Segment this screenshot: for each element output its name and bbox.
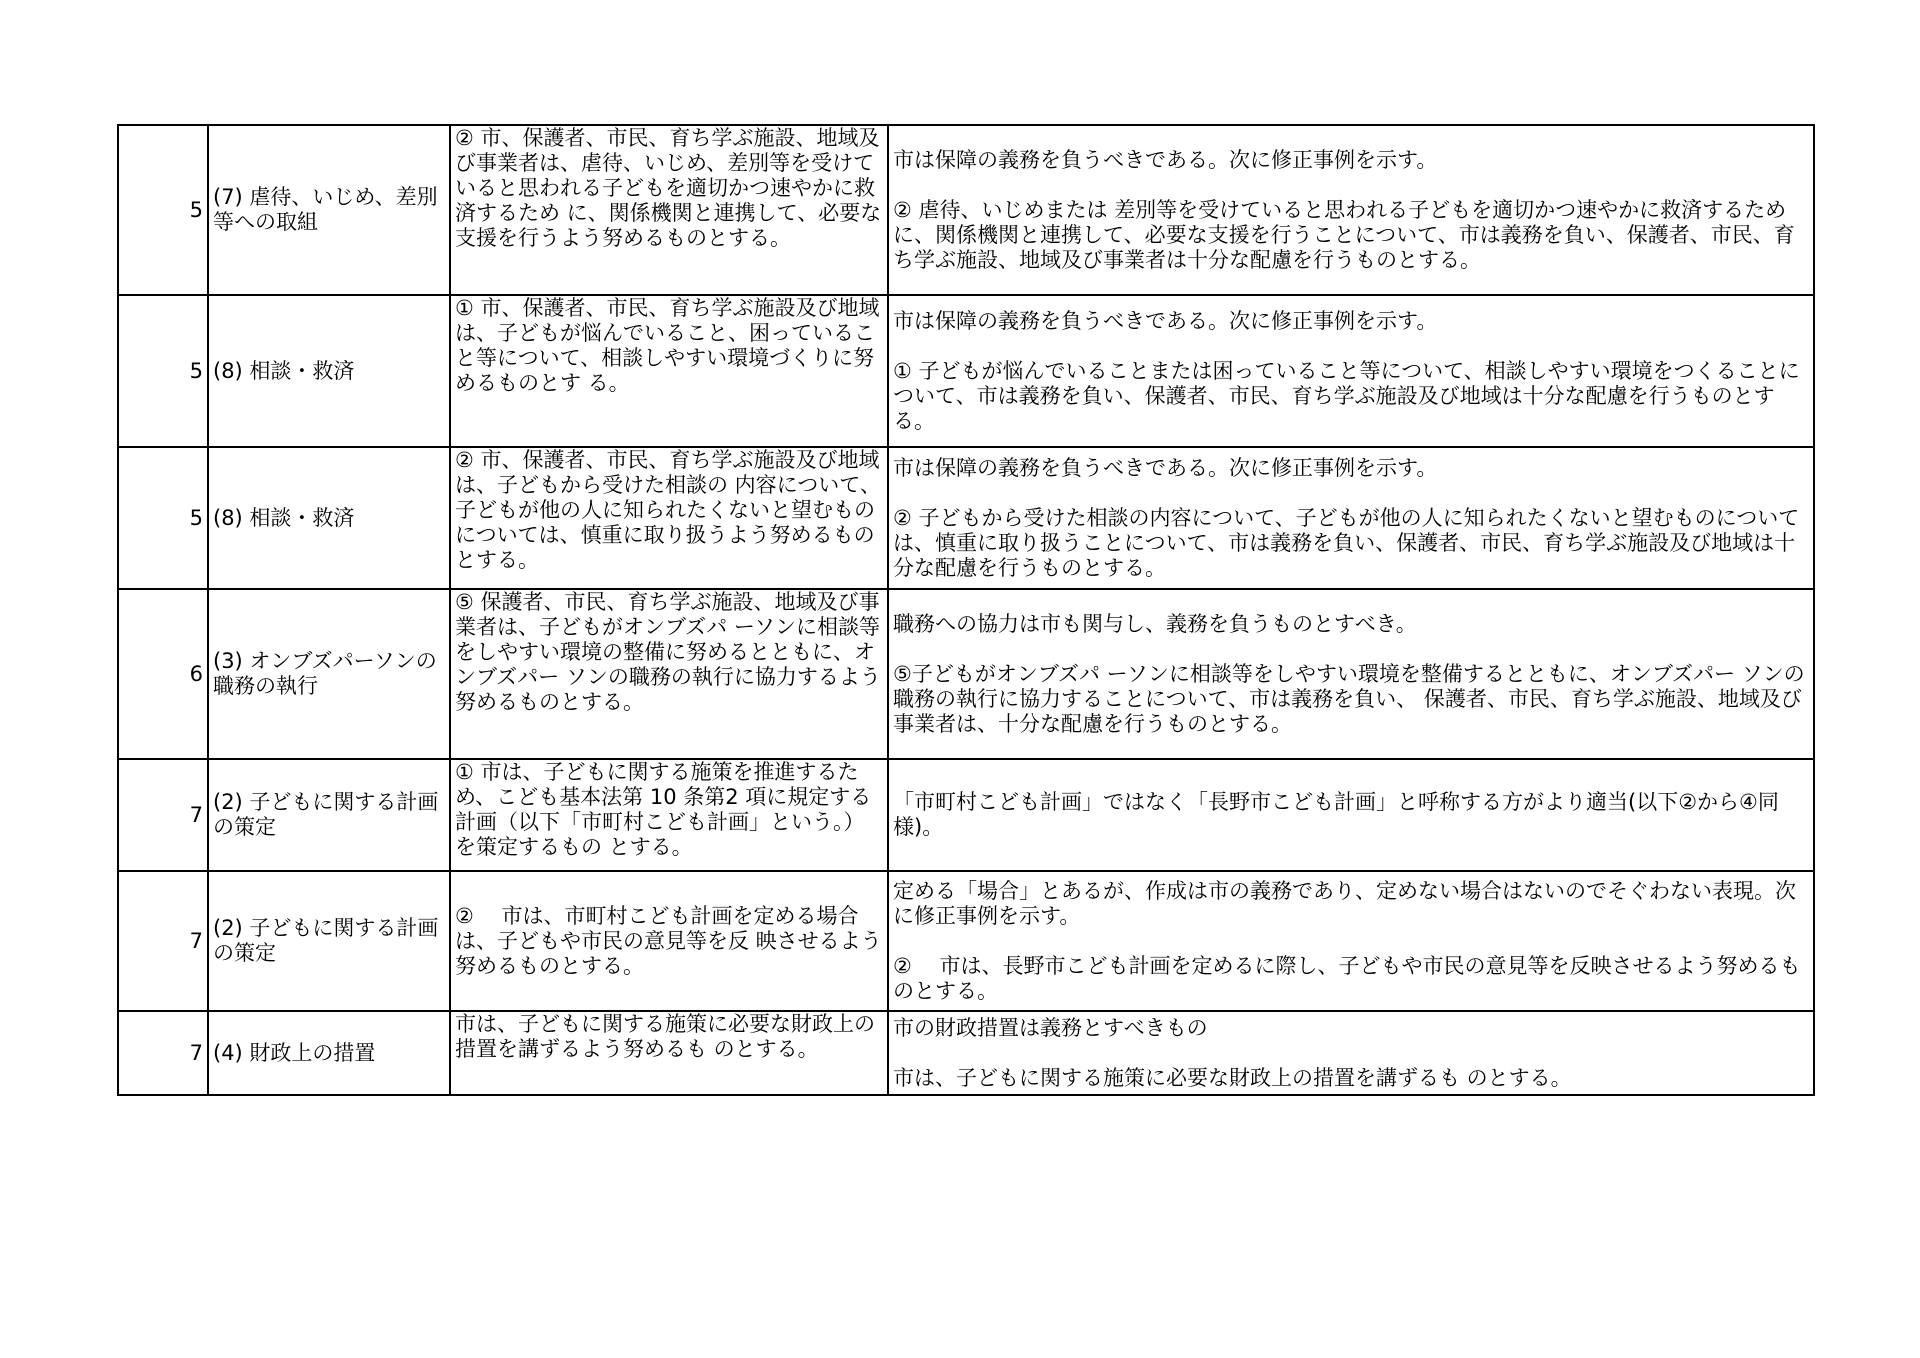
comment-lead: 市は保障の義務を負うべきである。次に修正事例を示す。 bbox=[893, 455, 1438, 480]
comment-revision: ② 虐待、いじめまたは 差別等を受けていると思われる子どもを適切かつ速やかに救済するために、関係機関と連携して、必要な支援を行うことについて、市は義務を負い、保護者、市民、育ち学ぶ施設、地域及び事業者は十分な配慮を行うものとする。 bbox=[893, 197, 1795, 272]
ordinance-text-cell: ⑤ 保護者、市民、育ち学ぶ施設、地域及び事業者は、子どもがオンブズパ ーソンに相談等をしやすい環境の整備に努めるとともに、オンブズパー ソンの職務の執行に協力するよう努めるものとする。 bbox=[450, 589, 888, 759]
comment-cell bbox=[888, 759, 1814, 871]
ordinance-text-cell: 市は、子どもに関する施策に必要な財政上の措置を講ずるよう努めるも のとする。 bbox=[450, 1011, 888, 1095]
paragraph-gap bbox=[893, 1041, 1809, 1066]
table-row bbox=[118, 871, 1814, 1011]
section-cell: (2) 子どもに関する計画の策定 bbox=[208, 871, 450, 1011]
section-cell: (3) オンブズパーソンの職務の執行 bbox=[208, 589, 450, 759]
paragraph-gap bbox=[893, 929, 1809, 954]
table-row bbox=[118, 759, 1814, 871]
section-cell: (8) 相談・救済 bbox=[208, 295, 450, 447]
comment-cell bbox=[888, 589, 1814, 759]
paragraph-gap bbox=[893, 637, 1809, 662]
comment-revision: ② 子どもから受けた相談の内容について、子どもが他の人に知られたくないと望むものについては、慎重に取り扱うことについて、市は義務を負い、保護者、市民、育ち学ぶ施設及び地域は十分な配慮を行うものとする。 bbox=[893, 505, 1800, 580]
table-row bbox=[118, 447, 1814, 589]
ordinance-text-cell: ① 市は、子どもに関する施策を推進するため、こども基本法第 10 条第2 項に規定する計画（以下「市町村こども計画」という。）を策定するもの とする。 bbox=[450, 759, 888, 871]
comment-lead: 定める「場合」とあるが、作成は市の義務であり、定めない場合はないのでそぐわない表現。次に修正事例を示す。 bbox=[893, 878, 1796, 928]
section-cell: (8) 相談・救済 bbox=[208, 447, 450, 589]
page-number-cell: 5 bbox=[118, 447, 208, 589]
page-number-cell: 7 bbox=[118, 1011, 208, 1095]
section-cell: (4) 財政上の措置 bbox=[208, 1011, 450, 1095]
comment-cell bbox=[888, 125, 1814, 295]
page-number-cell: 7 bbox=[118, 759, 208, 871]
ordinance-text-cell: ② 市、保護者、市民、育ち学ぶ施設、地域及び事業者は、虐待、いじめ、差別等を受けていると思われる子どもを適切かつ速やかに救済するため に、関係機関と連携して、必要な支援を行うよう努めるものとする。 bbox=[450, 125, 888, 295]
comment-lead: 市の財政措置は義務とすべきもの bbox=[893, 1015, 1208, 1040]
comment-cell bbox=[888, 447, 1814, 589]
page-number-cell: 7 bbox=[118, 871, 208, 1011]
comment-revision: 市は、子どもに関する施策に必要な財政上の措置を講ずるも のとする。 bbox=[893, 1065, 1572, 1090]
table-row bbox=[118, 1011, 1814, 1095]
comment-revision: ② 市は、長野市こども計画を定めるに際し、子どもや市民の意見等を反映させるよう努めるものとする。 bbox=[893, 953, 1801, 1003]
comment-lead: 市は保障の義務を負うべきである。次に修正事例を示す。 bbox=[893, 308, 1438, 333]
comment-revision: ⑤子どもがオンブズパ ーソンに相談等をしやすい環境を整備するとともに、オンブズパー ソンの職務の執行に協力することについて、市は義務を負い、 保護者、市民、育ち学ぶ施設、地域及び事業者は、十分な配慮を行うものとする。 bbox=[893, 661, 1805, 736]
comment-cell bbox=[888, 1011, 1814, 1095]
comment-lead: 職務への協力は市も関与し、義務を負うものとすべき。 bbox=[893, 611, 1417, 636]
comment-cell bbox=[888, 295, 1814, 447]
comment-cell bbox=[888, 871, 1814, 1011]
page-number-cell: 6 bbox=[118, 589, 208, 759]
comment-table bbox=[117, 124, 1815, 1096]
table-row bbox=[118, 125, 1814, 295]
section-cell: (2) 子どもに関する計画の策定 bbox=[208, 759, 450, 871]
comment-revision: ① 子どもが悩んでいることまたは困っていること等について、相談しやすい環境をつくることについて、市は義務を負い、保護者、市民、育ち学ぶ施設及び地域は十分な配慮を行うものとする。 bbox=[893, 358, 1800, 433]
ordinance-text-cell: ① 市、保護者、市民、育ち学ぶ施設及び地域は、子どもが悩んでいること、困っていること等について、相談しやすい環境づくりに努めるものとす る。 bbox=[450, 295, 888, 447]
comment-lead: 市は保障の義務を負うべきである。次に修正事例を示す。 bbox=[893, 147, 1438, 172]
paragraph-gap bbox=[893, 173, 1809, 198]
ordinance-text-cell: ② 市、保護者、市民、育ち学ぶ施設及び地域は、子どもから受けた相談の 内容について、子どもが他の人に知られたくないと望むものについては、慎重に取り扱うよう努めるものとする。 bbox=[450, 447, 888, 589]
paragraph-gap bbox=[893, 481, 1809, 506]
page-number-cell: 5 bbox=[118, 295, 208, 447]
table-row bbox=[118, 295, 1814, 447]
comment-lead: 「市町村こども計画」ではなく「長野市こども計画」と呼称する方がより適当(以下②から④同様)。 bbox=[893, 790, 1779, 839]
section-cell: (7) 虐待、いじめ、差別等への取組 bbox=[208, 125, 450, 295]
paragraph-gap bbox=[893, 334, 1809, 359]
ordinance-text-cell: ② 市は、市町村こども計画を定める場合は、子どもや市民の意見等を反 映させるよう努めるものとする。 bbox=[450, 871, 888, 1011]
table-row bbox=[118, 589, 1814, 759]
page-number-cell: 5 bbox=[118, 125, 208, 295]
